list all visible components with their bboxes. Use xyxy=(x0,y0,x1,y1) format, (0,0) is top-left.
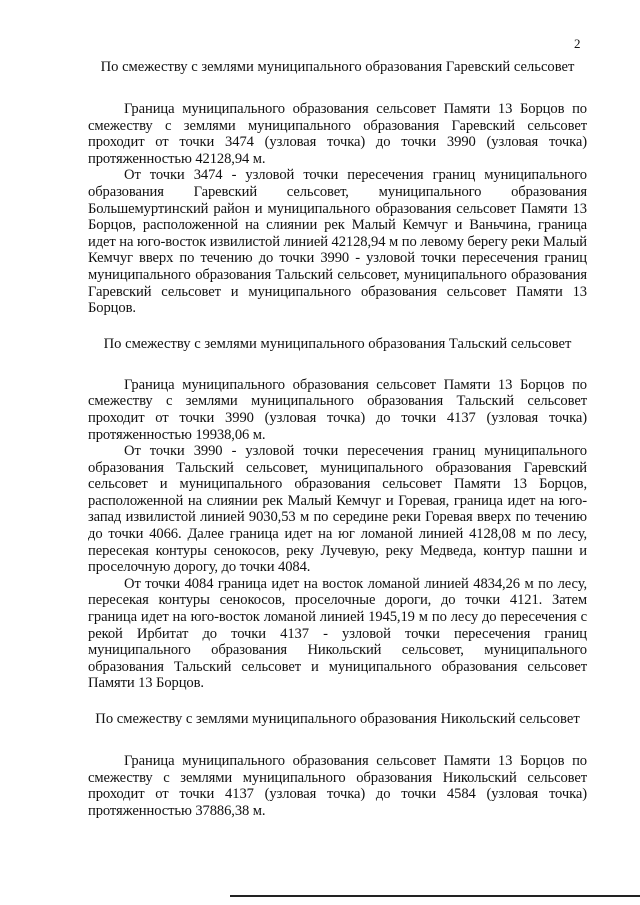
paragraph: От точки 3990 - узловой точки пересечения границ муниципального образования Тальский сельсовет, муниципального образования Гаревский сельсовет и муниципального образования сельсовет Памяти 13 Борцов, расположенной на слиянии рек Малый Кемчуг и Горевая, граница идет на юго-запад извилистой линией 9030,53 м по середине реки Горевая вверх по течению до точки 4066. Далее граница идет на юг ломаной линией 4128,08 м по лесу, пересекая контуры сенокосов, реку Лучевую, реку Медведа, контур пашни и проселочную дорогу, до точки 4084. xyxy=(88,443,587,576)
section-heading-nikolsky: По смежеству с землями муниципального образования Никольский сельсовет xyxy=(95,711,580,727)
section-heading-talsky: По смежеству с землями муниципального образования Тальский сельсовет xyxy=(103,335,572,352)
paragraph: Граница муниципального образования сельсовет Памяти 13 Борцов по смежеству с землями муниципального образования Тальский сельсовет проходит от точки 3990 (узловая точка) до точки 4137 (узловая точка) протяженностью 19938,06 м. xyxy=(88,376,587,443)
paragraph: От точки 3474 - узловой точки пересечения границ муниципального образования Гаревский сельсовет, муниципального образования Большемуртинский район и муниципального образования сельсовет Памяти 13 Борцов, расположенной на слиянии рек Малый Кемчуг и Ваньчина, граница идет на юго-восток извилистой линией 42128,94 м по левому берегу реки Малый Кемчуг вверх по течению до точки 3990 - узловой точки пересечения границ муниципального образования Тальский сельсовет, муниципального образования Гаревский сельсовет и муниципального образования сельсовет Памяти 13 Борцов. xyxy=(88,167,587,317)
paragraph: Граница муниципального образования сельсовет Памяти 13 Борцов по смежеству с землями муниципального образования Гаревский сельсовет проходит от точки 3474 (узловая точка) до точки 3990 (узловая точка) протяженностью 42128,94 м. xyxy=(88,101,587,167)
section-heading-garevsky: По смежеству с землями муниципального образования Гаревский сельсовет xyxy=(100,59,575,75)
paragraph: От точки 4084 граница идет на восток ломаной линией 4834,26 м по лесу, пересекая контуры сенокосов, проселочные дороги, до точки 4121. Затем граница идет на юго-восток ломаной линией 1945,19 м по лесу до пересечения с рекой Ирбитат до точки 4137 - узловой точки пересечения границ муниципального образования Никольский сельсовет, муниципального образования Тальский сельсовет и муниципального образования сельсовет Памяти 13 Борцов. xyxy=(88,575,587,692)
paragraph: Граница муниципального образования сельсовет Памяти 13 Борцов по смежеству с землями муниципального образования Никольский сельсовет проходит от точки 4137 (узловая точка) до точки 4584 (узловая точка) протяженностью 37886,38 м. xyxy=(88,753,587,819)
document-body xyxy=(88,58,587,819)
page-bottom-rule xyxy=(230,895,640,897)
page-number: 2 xyxy=(574,36,581,51)
